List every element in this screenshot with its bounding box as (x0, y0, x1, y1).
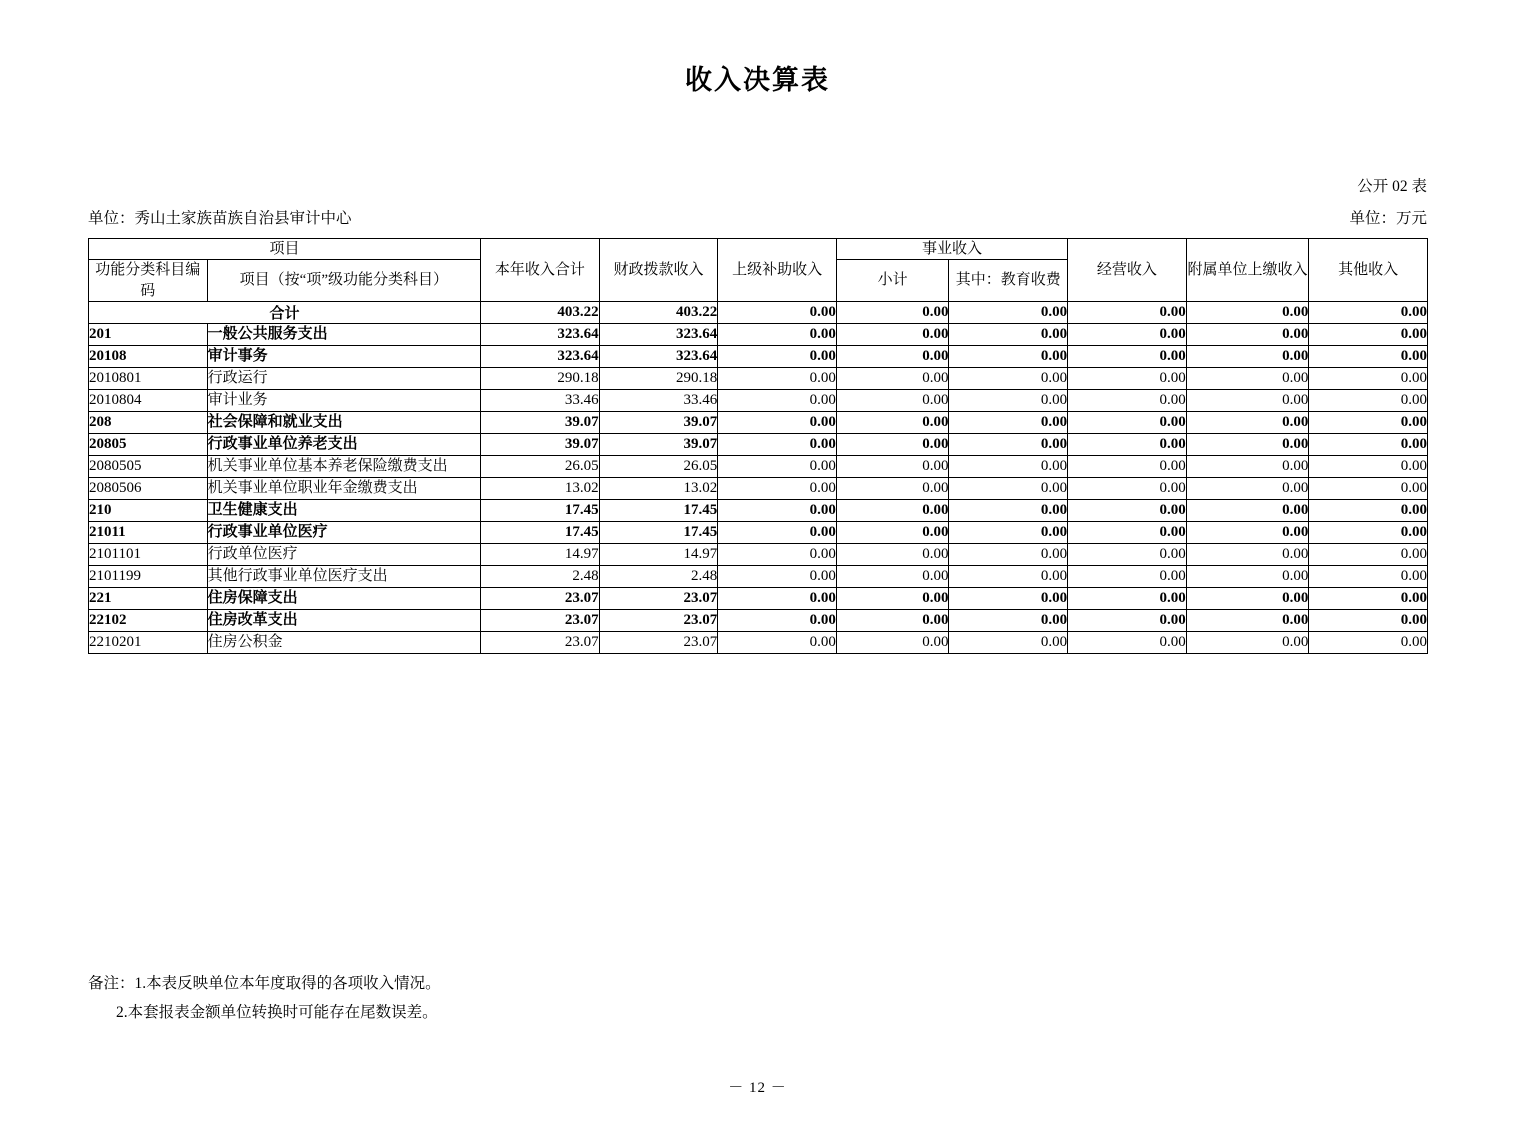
header-superior-subsidy: 上级补助收入 (718, 239, 837, 302)
row-name: 机关事业单位职业年金缴费支出 (207, 477, 480, 499)
row-code: 20805 (89, 433, 208, 455)
row-year-total: 290.18 (481, 367, 600, 389)
row-affiliated: 0.00 (1186, 455, 1309, 477)
row-education-fee: 0.00 (949, 543, 1068, 565)
row-business-subtotal: 0.00 (836, 565, 949, 587)
header-fiscal-appropriation: 财政拨款收入 (599, 239, 718, 302)
row-superior: 0.00 (718, 543, 837, 565)
row-year-total: 26.05 (481, 455, 600, 477)
row-code: 210 (89, 499, 208, 521)
row-fiscal: 2.48 (599, 565, 718, 587)
row-education-fee: 0.00 (949, 411, 1068, 433)
row-year-total: 39.07 (481, 433, 600, 455)
row-year-total: 323.64 (481, 345, 600, 367)
row-superior: 0.00 (718, 631, 837, 653)
table-row (89, 323, 1428, 345)
row-year-total: 33.46 (481, 389, 600, 411)
row-operating: 0.00 (1068, 477, 1187, 499)
table-row (89, 389, 1428, 411)
row-business-subtotal: 0.00 (836, 499, 949, 521)
row-other: 0.00 (1309, 411, 1428, 433)
row-code: 2080506 (89, 477, 208, 499)
row-fiscal: 13.02 (599, 477, 718, 499)
row-other: 0.00 (1309, 521, 1428, 543)
row-affiliated: 0.00 (1186, 367, 1309, 389)
row-superior: 0.00 (718, 499, 837, 521)
table-row (89, 499, 1428, 521)
row-name: 行政单位医疗 (207, 543, 480, 565)
table-row (89, 609, 1428, 631)
document-page (0, 58, 1515, 1127)
row-name: 住房保障支出 (207, 587, 480, 609)
row-education-fee: 0.00 (949, 499, 1068, 521)
row-name: 行政事业单位医疗 (207, 521, 480, 543)
row-affiliated: 0.00 (1186, 631, 1309, 653)
row-name: 住房公积金 (207, 631, 480, 653)
row-name: 审计业务 (207, 389, 480, 411)
row-fiscal: 323.64 (599, 345, 718, 367)
header-function-code: 功能分类科目编码 (89, 260, 208, 302)
table-row (89, 631, 1428, 653)
row-code: 2010801 (89, 367, 208, 389)
row-year-total: 14.97 (481, 543, 600, 565)
row-business-subtotal: 0.00 (836, 433, 949, 455)
row-fiscal: 23.07 (599, 587, 718, 609)
row-operating: 0.00 (1068, 521, 1187, 543)
row-superior: 0.00 (718, 345, 837, 367)
row-superior: 0.00 (718, 477, 837, 499)
total-label: 合计 (89, 301, 481, 323)
table-row (89, 411, 1428, 433)
row-code: 2210201 (89, 631, 208, 653)
row-education-fee: 0.00 (949, 433, 1068, 455)
header-year-total: 本年收入合计 (481, 239, 600, 302)
row-code: 2101101 (89, 543, 208, 565)
row-name: 社会保障和就业支出 (207, 411, 480, 433)
row-year-total: 2.48 (481, 565, 600, 587)
row-name: 一般公共服务支出 (207, 323, 480, 345)
row-code: 221 (89, 587, 208, 609)
amount-unit-label: 单位：万元 (1349, 210, 1427, 227)
row-fiscal: 33.46 (599, 389, 718, 411)
row-other: 0.00 (1309, 367, 1428, 389)
row-business-subtotal: 0.00 (836, 367, 949, 389)
header-other-income: 其他收入 (1309, 239, 1428, 302)
header-education-fee: 其中：教育收费 (949, 260, 1068, 302)
row-fiscal: 17.45 (599, 499, 718, 521)
table-row (89, 587, 1428, 609)
unit-label: 单位：秀山土家族苗族自治县审计中心 (88, 210, 352, 227)
row-superior: 0.00 (718, 323, 837, 345)
row-superior: 0.00 (718, 389, 837, 411)
header-affiliated-remittance: 附属单位上缴收入 (1186, 239, 1309, 302)
row-affiliated: 0.00 (1186, 609, 1309, 631)
row-affiliated: 0.00 (1186, 323, 1309, 345)
row-code: 201 (89, 323, 208, 345)
header-project-name: 项目（按“项”级功能分类科目） (207, 260, 480, 302)
row-operating: 0.00 (1068, 609, 1187, 631)
row-education-fee: 0.00 (949, 367, 1068, 389)
row-affiliated: 0.00 (1186, 411, 1309, 433)
total-business-subtotal: 0.00 (836, 301, 949, 323)
row-operating: 0.00 (1068, 455, 1187, 477)
total-education-fee: 0.00 (949, 301, 1068, 323)
row-year-total: 323.64 (481, 323, 600, 345)
row-business-subtotal: 0.00 (836, 455, 949, 477)
row-code: 2101199 (89, 565, 208, 587)
note-line-2: 2.本套报表金额单位转换时可能存在尾数误差。 (116, 1003, 438, 1021)
table-row (89, 477, 1428, 499)
total-other: 0.00 (1309, 301, 1428, 323)
row-business-subtotal: 0.00 (836, 323, 949, 345)
row-business-subtotal: 0.00 (836, 345, 949, 367)
row-business-subtotal: 0.00 (836, 609, 949, 631)
table-row (89, 433, 1428, 455)
row-other: 0.00 (1309, 455, 1428, 477)
row-name: 其他行政事业单位医疗支出 (207, 565, 480, 587)
row-education-fee: 0.00 (949, 345, 1068, 367)
row-superior: 0.00 (718, 433, 837, 455)
meta-row (88, 206, 1427, 228)
row-other: 0.00 (1309, 565, 1428, 587)
row-education-fee: 0.00 (949, 521, 1068, 543)
table-body (89, 301, 1428, 653)
row-operating: 0.00 (1068, 543, 1187, 565)
row-operating: 0.00 (1068, 433, 1187, 455)
note-line-1: 备注：1.本表反映单位本年度取得的各项收入情况。 (88, 975, 441, 992)
row-fiscal: 17.45 (599, 521, 718, 543)
row-business-subtotal: 0.00 (836, 521, 949, 543)
table-notes (88, 970, 441, 1027)
total-fiscal: 403.22 (599, 301, 718, 323)
total-affiliated: 0.00 (1186, 301, 1309, 323)
header-project-group: 项目 (89, 239, 481, 260)
row-fiscal: 39.07 (599, 433, 718, 455)
row-name: 住房改革支出 (207, 609, 480, 631)
row-other: 0.00 (1309, 323, 1428, 345)
row-operating: 0.00 (1068, 499, 1187, 521)
table-row (89, 521, 1428, 543)
header-business-income-group: 事业收入 (836, 239, 1067, 260)
row-fiscal: 323.64 (599, 323, 718, 345)
row-year-total: 39.07 (481, 411, 600, 433)
row-name: 行政运行 (207, 367, 480, 389)
table-row (89, 455, 1428, 477)
row-superior: 0.00 (718, 367, 837, 389)
row-affiliated: 0.00 (1186, 521, 1309, 543)
table-row (89, 543, 1428, 565)
row-year-total: 17.45 (481, 499, 600, 521)
row-superior: 0.00 (718, 565, 837, 587)
row-business-subtotal: 0.00 (836, 587, 949, 609)
row-year-total: 23.07 (481, 609, 600, 631)
row-fiscal: 23.07 (599, 631, 718, 653)
row-fiscal: 290.18 (599, 367, 718, 389)
row-education-fee: 0.00 (949, 565, 1068, 587)
row-business-subtotal: 0.00 (836, 389, 949, 411)
row-other: 0.00 (1309, 543, 1428, 565)
row-code: 2010804 (89, 389, 208, 411)
row-affiliated: 0.00 (1186, 565, 1309, 587)
row-code: 2080505 (89, 455, 208, 477)
row-operating: 0.00 (1068, 631, 1187, 653)
row-affiliated: 0.00 (1186, 587, 1309, 609)
row-education-fee: 0.00 (949, 587, 1068, 609)
row-business-subtotal: 0.00 (836, 411, 949, 433)
form-code: 公开 02 表 (1357, 178, 1427, 195)
row-business-subtotal: 0.00 (836, 631, 949, 653)
row-education-fee: 0.00 (949, 609, 1068, 631)
row-affiliated: 0.00 (1186, 543, 1309, 565)
row-superior: 0.00 (718, 455, 837, 477)
page-number: － 12 － (728, 1080, 787, 1096)
row-education-fee: 0.00 (949, 631, 1068, 653)
total-superior: 0.00 (718, 301, 837, 323)
row-other: 0.00 (1309, 433, 1428, 455)
row-other: 0.00 (1309, 587, 1428, 609)
row-affiliated: 0.00 (1186, 389, 1309, 411)
row-education-fee: 0.00 (949, 323, 1068, 345)
row-superior: 0.00 (718, 609, 837, 631)
row-affiliated: 0.00 (1186, 345, 1309, 367)
table-row-total (89, 301, 1428, 323)
table-row (89, 345, 1428, 367)
row-fiscal: 39.07 (599, 411, 718, 433)
row-code: 20108 (89, 345, 208, 367)
row-name: 审计事务 (207, 345, 480, 367)
row-education-fee: 0.00 (949, 389, 1068, 411)
row-affiliated: 0.00 (1186, 477, 1309, 499)
table-header-row-1 (89, 239, 1428, 260)
row-year-total: 23.07 (481, 631, 600, 653)
row-name: 行政事业单位养老支出 (207, 433, 480, 455)
row-operating: 0.00 (1068, 389, 1187, 411)
row-affiliated: 0.00 (1186, 433, 1309, 455)
row-operating: 0.00 (1068, 587, 1187, 609)
row-fiscal: 23.07 (599, 609, 718, 631)
row-superior: 0.00 (718, 411, 837, 433)
row-other: 0.00 (1309, 499, 1428, 521)
row-operating: 0.00 (1068, 411, 1187, 433)
table-row (89, 367, 1428, 389)
row-name: 卫生健康支出 (207, 499, 480, 521)
row-business-subtotal: 0.00 (836, 477, 949, 499)
header-operating-income: 经营收入 (1068, 239, 1187, 302)
row-operating: 0.00 (1068, 565, 1187, 587)
row-superior: 0.00 (718, 587, 837, 609)
row-fiscal: 14.97 (599, 543, 718, 565)
row-operating: 0.00 (1068, 367, 1187, 389)
total-year-total: 403.22 (481, 301, 600, 323)
row-other: 0.00 (1309, 477, 1428, 499)
row-education-fee: 0.00 (949, 477, 1068, 499)
income-final-accounts-table (88, 238, 1428, 654)
total-operating: 0.00 (1068, 301, 1187, 323)
row-name: 机关事业单位基本养老保险缴费支出 (207, 455, 480, 477)
table-row (89, 565, 1428, 587)
row-operating: 0.00 (1068, 345, 1187, 367)
row-education-fee: 0.00 (949, 455, 1068, 477)
row-year-total: 13.02 (481, 477, 600, 499)
row-fiscal: 26.05 (599, 455, 718, 477)
row-operating: 0.00 (1068, 323, 1187, 345)
row-other: 0.00 (1309, 389, 1428, 411)
row-business-subtotal: 0.00 (836, 543, 949, 565)
page-title: 收入决算表 (685, 65, 830, 95)
row-other: 0.00 (1309, 631, 1428, 653)
header-business-subtotal: 小计 (836, 260, 949, 302)
row-superior: 0.00 (718, 521, 837, 543)
row-year-total: 23.07 (481, 587, 600, 609)
row-year-total: 17.45 (481, 521, 600, 543)
row-affiliated: 0.00 (1186, 499, 1309, 521)
row-code: 21011 (89, 521, 208, 543)
row-other: 0.00 (1309, 609, 1428, 631)
row-other: 0.00 (1309, 345, 1428, 367)
row-code: 22102 (89, 609, 208, 631)
row-code: 208 (89, 411, 208, 433)
